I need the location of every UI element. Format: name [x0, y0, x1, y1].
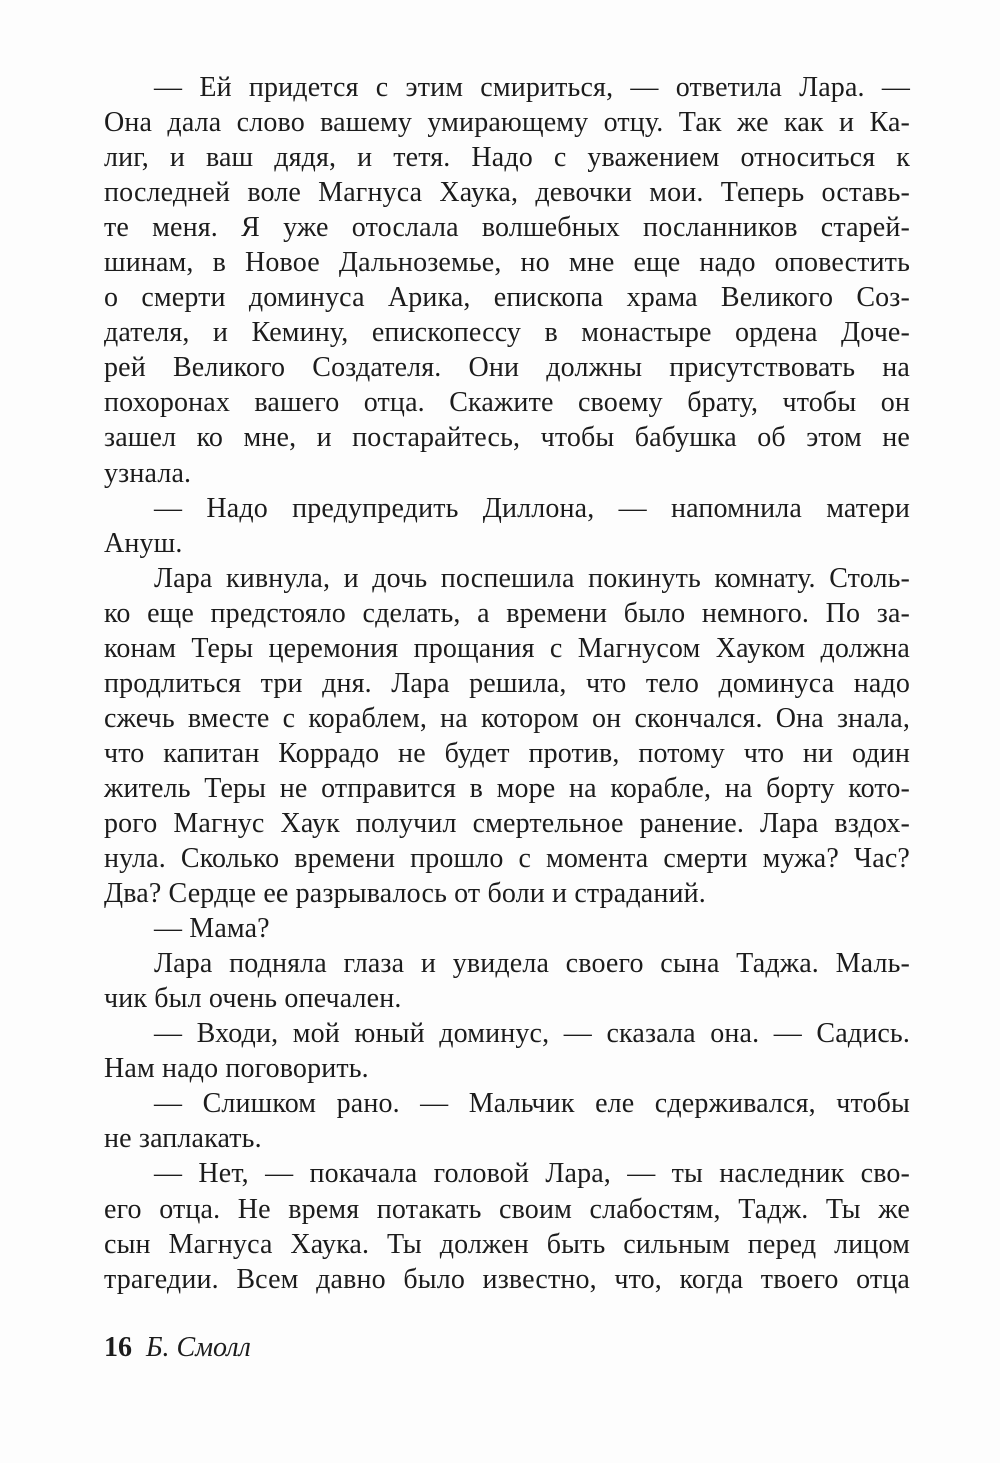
text-line: что капитан Коррадо не будет против, потому что ни один — [104, 737, 910, 769]
text-line: дателя, и Кемину, епископессу в монастыре ордена Доче- — [104, 317, 910, 349]
text-line: похоронах вашего отца. Скажите своему брату, чтобы он — [104, 387, 910, 419]
text-line: Лара кивнула, и дочь поспешила покинуть комнату. Столь- — [154, 562, 910, 594]
text-line: зашел ко мне, и постарайтесь, чтобы бабушка об этом не — [104, 422, 910, 454]
text-line: рого Магнус Хаук получил смертельное ранение. Лара вздох- — [104, 807, 910, 839]
text-line: Два? Сердце ее разрывалось от боли и страданий. — [104, 878, 706, 910]
text-line: его отца. Не время потакать своим слабостям, Тадж. Ты же — [104, 1193, 910, 1225]
text-line: Ануш. — [104, 527, 183, 559]
text-line: Лара подняла глаза и увидела своего сына Таджа. Маль- — [154, 948, 910, 980]
page-number: 16 — [104, 1332, 132, 1363]
running-head-author: Б. Смолл — [146, 1332, 251, 1363]
text-line: ко еще предстояло сделать, а времени было немного. По за- — [104, 597, 910, 629]
text-line: чик был очень опечален. — [104, 983, 402, 1015]
text-line: Нам надо поговорить. — [104, 1053, 369, 1085]
text-line: те меня. Я уже отослала волшебных посланников старей- — [104, 212, 910, 244]
text-line: шинам, в Новое Дальноземье, но мне еще надо оповестить — [104, 247, 910, 279]
text-line: — Входи, мой юный доминус, — сказала она. — Садись. — [154, 1018, 910, 1050]
text-line: лиг, и ваш дядя, и тетя. Надо с уважением относиться к — [104, 142, 910, 174]
text-line: о смерти доминуса Арика, епископа храма Великого Соз- — [104, 282, 910, 314]
text-line: — Мама? — [154, 913, 270, 945]
text-line: конам Теры церемония прощания с Магнусом Хауком должна — [104, 632, 910, 664]
text-line: продлиться три дня. Лара решила, что тело доминуса надо — [104, 667, 910, 699]
text-line: — Слишком рано. — Мальчик еле сдерживался, чтобы — [154, 1088, 910, 1120]
text-line: нула. Сколько времени прошло с момента смерти мужа? Час? — [104, 843, 910, 875]
text-line: житель Теры не отправится в море на корабле, на борту кото- — [104, 772, 910, 804]
text-line: — Надо предупредить Диллона, — напомнила матери — [154, 492, 910, 524]
text-line: сжечь вместе с кораблем, на котором он скончался. Она знала, — [104, 702, 910, 734]
body-text — [104, 70, 910, 1297]
text-line: — Ей придется с этим смириться, — ответила Лара. — — [154, 72, 910, 103]
text-line: Она дала слово вашему умирающему отцу. Так же как и Ка- — [104, 107, 910, 139]
page-footer — [104, 1328, 251, 1368]
text-line: сын Магнуса Хаука. Ты должен быть сильным перед лицом — [104, 1228, 910, 1260]
text-line: рей Великого Создателя. Они должны присутствовать на — [104, 352, 910, 384]
text-line: не заплакать. — [104, 1123, 262, 1155]
text-line: последней воле Магнуса Хаука, девочки мои. Теперь оставь- — [104, 177, 910, 209]
text-line: трагедии. Всем давно было известно, что, когда твоего отца — [104, 1263, 910, 1295]
text-line: — Нет, — покачала головой Лара, — ты наследник сво- — [154, 1158, 910, 1190]
text-line: узнала. — [104, 457, 192, 489]
